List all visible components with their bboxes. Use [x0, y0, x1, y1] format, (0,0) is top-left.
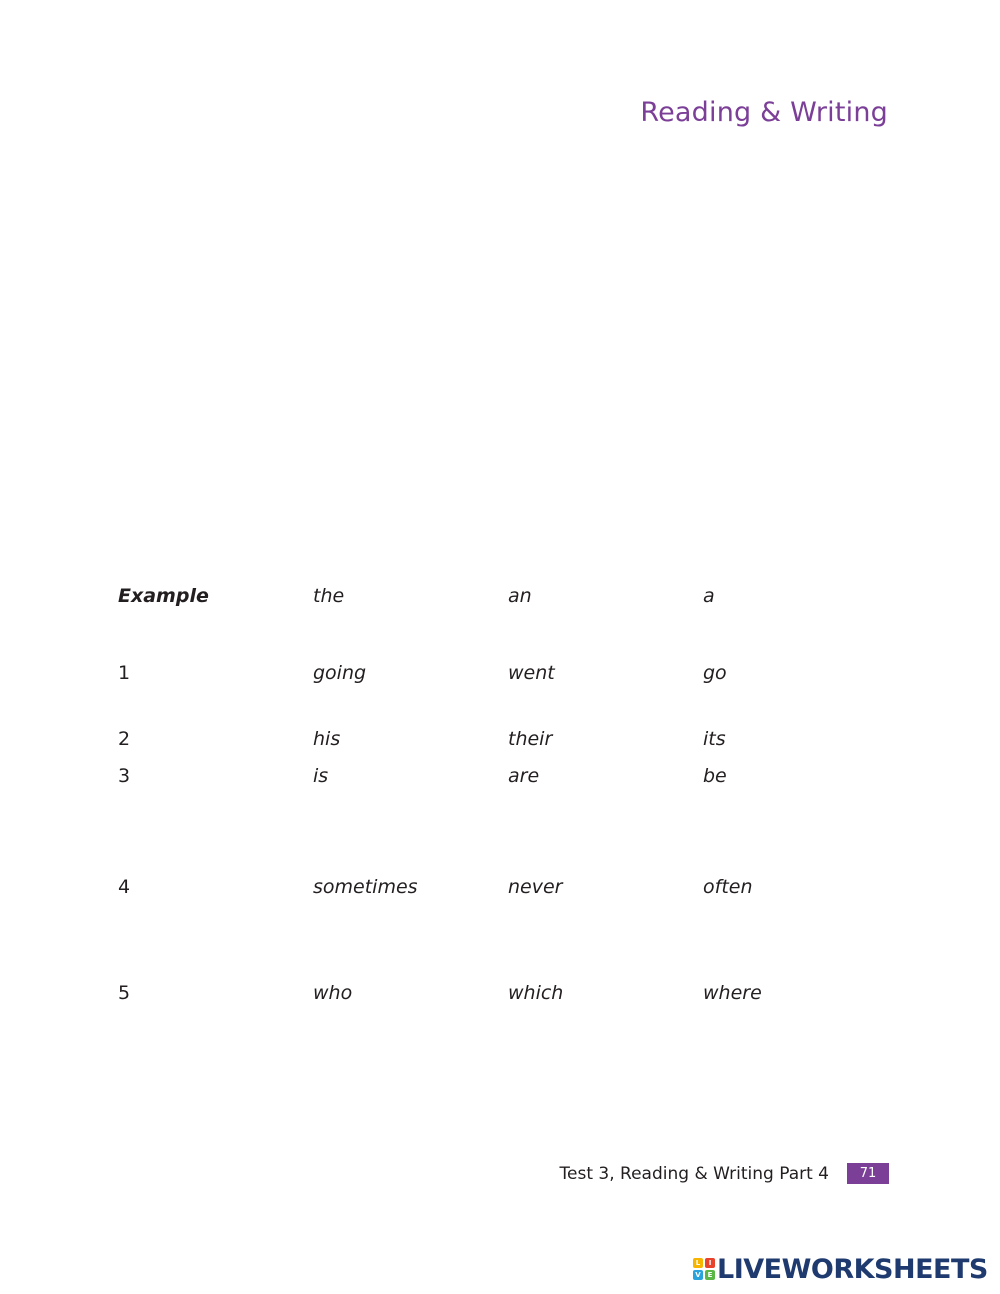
option-3: be — [703, 765, 727, 787]
table-row-1 — [0, 662, 1000, 692]
table-row-5 — [0, 982, 1000, 1012]
page-heading: Reading & Writing — [640, 97, 888, 128]
table-row-3 — [0, 765, 1000, 795]
option-2: never — [508, 876, 563, 898]
option-2: their — [508, 728, 553, 750]
option-1: is — [313, 765, 329, 787]
option-2: are — [508, 765, 540, 787]
row-label: 5 — [118, 982, 131, 1004]
liveworksheets-logo-icon — [693, 1258, 715, 1280]
brand-name: LIVEWORKSHEETS — [717, 1253, 988, 1285]
option-2: which — [508, 982, 564, 1004]
option-3: where — [703, 982, 762, 1004]
row-label: 1 — [118, 662, 131, 684]
option-1: going — [313, 662, 367, 684]
table-row-example — [0, 585, 1000, 615]
brand-watermark — [693, 1254, 988, 1284]
option-1: his — [313, 728, 341, 750]
table-row-4 — [0, 876, 1000, 906]
footer-section-label: Test 3, Reading & Writing Part 4 — [559, 1164, 829, 1184]
page-number-badge: 71 — [847, 1163, 889, 1184]
row-label: Example — [118, 585, 209, 607]
option-1: sometimes — [313, 876, 418, 898]
option-3: often — [703, 876, 753, 898]
option-1: the — [313, 585, 345, 607]
option-3: go — [703, 662, 727, 684]
logo-letter: L — [693, 1258, 703, 1268]
table-row-2 — [0, 728, 1000, 758]
option-3: its — [703, 728, 726, 750]
row-label: 3 — [118, 765, 131, 787]
logo-letter: E — [705, 1270, 715, 1280]
option-1: who — [313, 982, 353, 1004]
option-3: a — [703, 585, 715, 607]
option-2: went — [508, 662, 555, 684]
logo-letter: V — [693, 1270, 703, 1280]
row-label: 4 — [118, 876, 131, 898]
row-label: 2 — [118, 728, 131, 750]
logo-letter: I — [705, 1258, 715, 1268]
option-2: an — [508, 585, 532, 607]
